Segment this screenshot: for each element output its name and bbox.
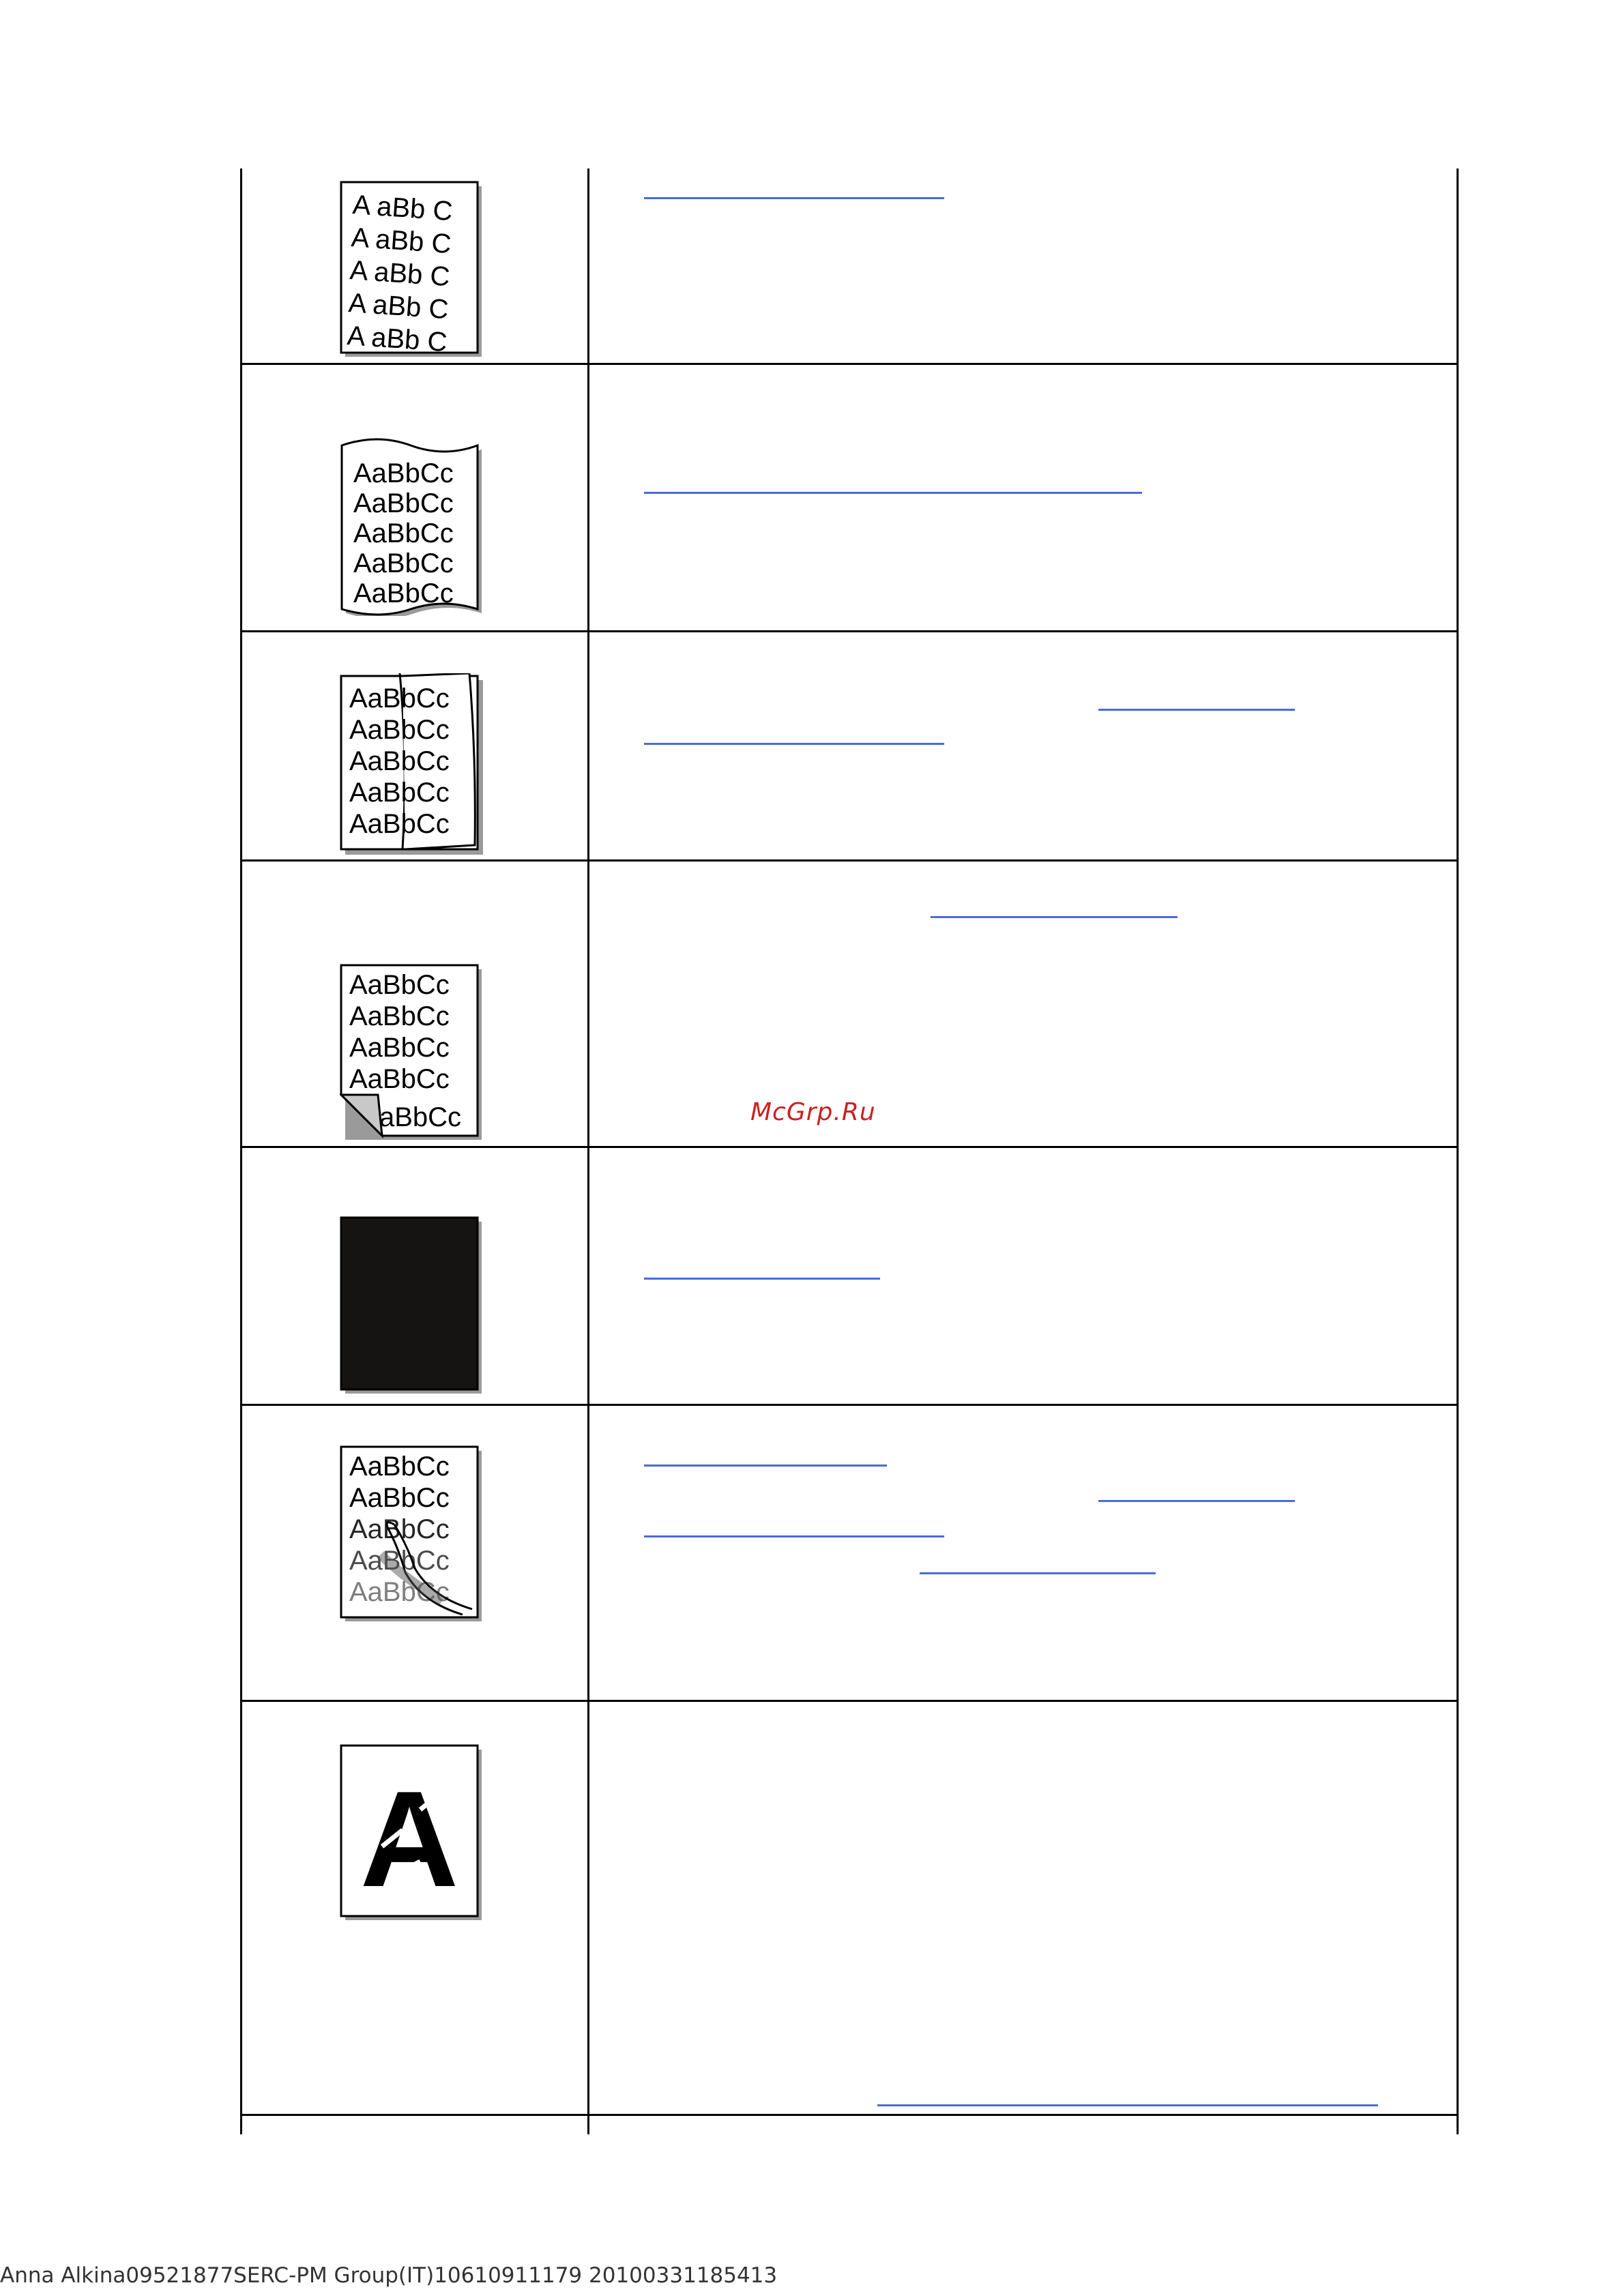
sample-line: AaBbCc (353, 578, 454, 608)
sample-cell (240, 1702, 588, 2114)
sample-line: AaBbCc (349, 1577, 450, 1607)
reference-link[interactable] (644, 1465, 887, 1467)
table-row (240, 1406, 1459, 1700)
sample-line: A aBb C (351, 190, 454, 227)
sample-line: AaBbCc (349, 1514, 450, 1544)
text-cell (592, 1406, 1459, 1700)
row-divider (240, 2114, 1459, 2116)
sample-line: AaBbCc (349, 970, 450, 1000)
reference-link[interactable] (931, 916, 1178, 918)
table-row (240, 1148, 1459, 1404)
sample-line: AaBbCc (349, 1483, 450, 1513)
table-row (240, 168, 1459, 363)
sample-line: AaBbCc (349, 1033, 450, 1063)
sample-cell (240, 365, 588, 630)
black-page-sample (340, 1216, 486, 1396)
sample-line: AaBbCc (349, 1546, 450, 1576)
reference-link[interactable] (1098, 709, 1295, 711)
table-row (240, 365, 1459, 630)
sample-line: AaBbCc (349, 1452, 450, 1482)
sample-cell (240, 1406, 588, 1700)
reference-link[interactable] (644, 492, 1142, 494)
sample-line: AaBbCc (349, 715, 450, 745)
reference-link[interactable] (644, 1535, 944, 1537)
sample-line: A aBb C (349, 255, 451, 293)
sample-cell (240, 862, 588, 1146)
skewed-print-sample (340, 181, 486, 359)
text-cell (592, 632, 1459, 859)
wrinkled-print-sample (340, 673, 486, 856)
table-row (240, 1702, 1459, 2114)
reference-link[interactable] (1098, 1500, 1295, 1502)
reference-link[interactable] (877, 2104, 1378, 2106)
sample-line: AaBbCc (353, 518, 454, 548)
sample-line: A aBb C (350, 222, 452, 260)
sample-line: A aBb C (347, 288, 450, 325)
sample-cell (240, 168, 588, 363)
folded-corner-print-sample (340, 964, 486, 1143)
sample-cell (240, 632, 588, 859)
curled-print-sample (340, 433, 486, 616)
text-cell (592, 1148, 1459, 1404)
sample-line: A (360, 1763, 459, 1915)
footer-text: Anna Alkina09521877SERC-PM Group(IT)10610911179 20100331185413 (0, 2263, 778, 2288)
sample-line: AaBbCc (349, 778, 450, 808)
sample-line: AaBbCc (353, 488, 454, 518)
sample-line: A aBb C (346, 321, 448, 358)
reference-link[interactable] (920, 1572, 1156, 1574)
text-cell (592, 1702, 1459, 2114)
text-cell (592, 365, 1459, 630)
sample-cell (240, 1148, 588, 1404)
sample-line: AaBbCc (353, 548, 454, 578)
text-cell (592, 168, 1459, 363)
sample-line: AaBbCc (349, 746, 450, 776)
table-row (240, 632, 1459, 859)
character-void-sample (340, 1744, 486, 1923)
sample-line: AaBbCc (349, 809, 450, 839)
reference-link[interactable] (644, 197, 944, 199)
sample-line: AaBbCc (349, 1001, 450, 1031)
sample-line: AaBbCc (349, 683, 450, 713)
sample-line: aBbCc (379, 1102, 462, 1132)
reference-link[interactable] (644, 743, 944, 745)
text-cell (592, 862, 1459, 1146)
watermark: McGrp.Ru (750, 1098, 876, 1126)
sample-line: AaBbCc (349, 1064, 450, 1094)
print-quality-table (240, 168, 1459, 2134)
loose-toner-print-sample (340, 1445, 486, 1624)
reference-link[interactable] (644, 1278, 880, 1280)
sample-line: AaBbCc (353, 458, 454, 488)
